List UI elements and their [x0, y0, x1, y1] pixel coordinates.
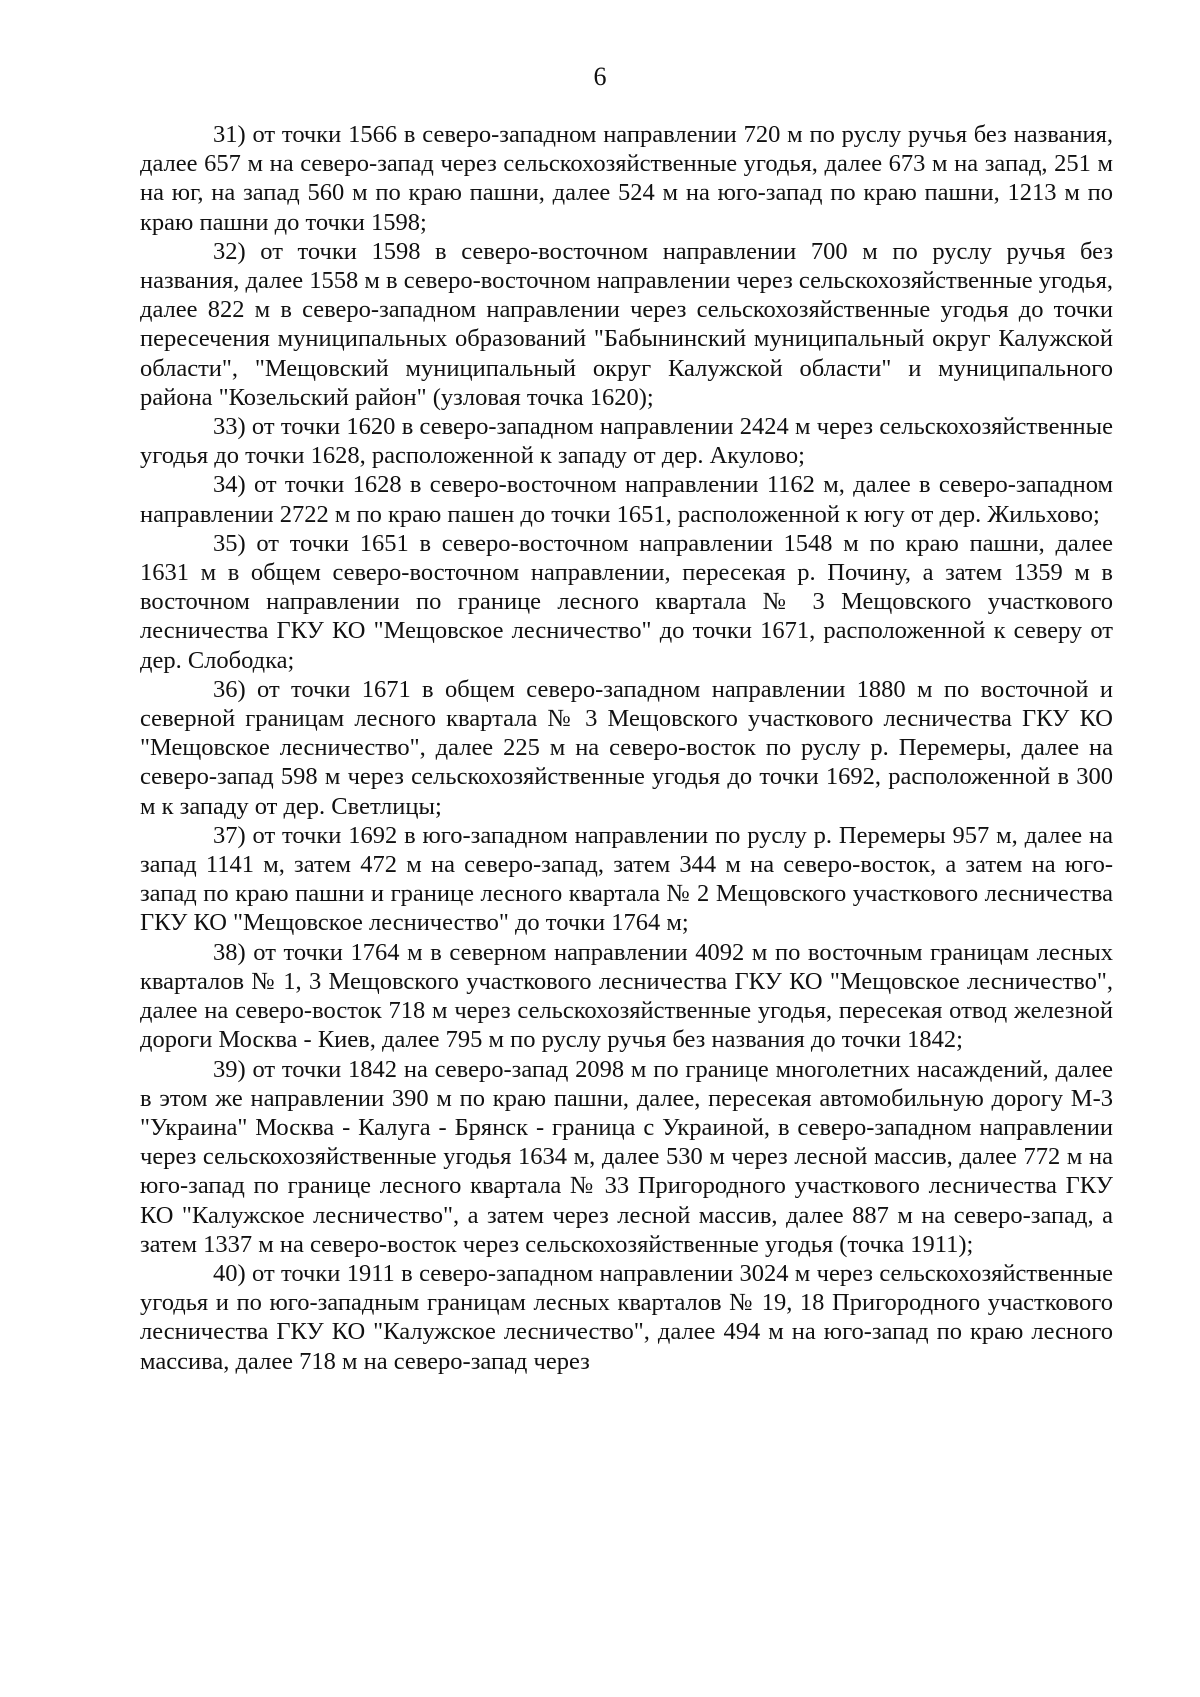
- page-number: 6: [593, 62, 607, 91]
- paragraph-40: 40) от точки 1911 в северо-западном направлении 3024 м через сельскохозяйственные угодья и по юго-западным границам лесных кварталов № 19, 18 Пригородного участкового лесничества ГКУ КО "Калужское лесничество", далее 494 м на юго-запад по краю лесного массива, далее 718 м на северо-запад через: [140, 1259, 1113, 1375]
- paragraph-35: 35) от точки 1651 в северо-восточном направлении 1548 м по краю пашни, далее 1631 м в общем северо-восточном направлении, пересекая р. Почину, а затем 1359 м в восточном направлении по границе лесного квартала № 3 Мещовского участкового лесничества ГКУ КО "Мещовское лесничество" до точки 1671, расположенной к северу от дер. Слободка;: [140, 529, 1113, 674]
- paragraph-31: 31) от точки 1566 в северо-западном направлении 720 м по руслу ручья без названия, далее 657 м на северо-запад через сельскохозяйственные угодья, далее 673 м на запад, 251 м на юг, на запад 560 м по краю пашни, далее 524 м на юго-запад по краю пашни, 1213 м по краю пашни до точки 1598;: [140, 121, 1113, 236]
- paragraph-36: 36) от точки 1671 в общем северо-западном направлении 1880 м по восточной и северной границам лесного квартала № 3 Мещовского участкового лесничества ГКУ КО "Мещовское лесничество", далее 225 м на северо-восток по руслу р. Перемеры, далее на северо-запад 598 м через сельскохозяйственные угодья до точки 1692, расположенной в 300 м к западу от дер. Светлицы;: [140, 675, 1113, 820]
- paragraph-33: 33) от точки 1620 в северо-западном направлении 2424 м через сельскохозяйственные угодья до точки 1628, расположенной к западу от дер. Акулово;: [140, 413, 1113, 470]
- paragraph-34: 34) от точки 1628 в северо-восточном направлении 1162 м, далее в северо-западном направлении 2722 м по краю пашен до точки 1651, расположенной к югу от дер. Жильхово;: [140, 471, 1113, 528]
- document-body: [140, 120, 1113, 1376]
- paragraph-37: 37) от точки 1692 в юго-западном направлении по руслу р. Перемеры 957 м, далее на запад 1141 м, затем 472 м на северо-запад, затем 344 м на северо-восток, а затем на юго-запад по краю пашни и границе лесного квартала № 2 Мещовского участкового лесничества ГКУ КО "Мещовское лесничество" до точки 1764 м;: [140, 821, 1113, 937]
- paragraph-39: 39) от точки 1842 на северо-запад 2098 м по границе многолетних насаждений, далее в этом же направлении 390 м по краю пашни, далее, пересекая автомобильную дорогу М-3 "Украина" Москва - Калуга - Брянск - граница с Украиной, в северо-западном направлении через сельскохозяйственные угодья 1634 м, далее 530 м через лесной массив, далее 772 м на юго-запад по границе лесного квартала № 33 Пригородного участкового лесничества ГКУ КО "Калужское лесничество", а затем через лесной массив, далее 887 м на северо-запад, а затем 1337 м на северо-восток через сельскохозяйственные угодья (точка 1911);: [140, 1055, 1113, 1258]
- paragraph-38: 38) от точки 1764 м в северном направлении 4092 м по восточным границам лесных кварталов № 1, 3 Мещовского участкового лесничества ГКУ КО "Мещовское лесничество", далее на северо-восток 718 м через сельскохозяйственные угодья, пересекая отвод железной дороги Москва - Киев, далее 795 м по руслу ручья без названия до точки 1842;: [140, 938, 1113, 1054]
- paragraph-32: 32) от точки 1598 в северо-восточном направлении 700 м по руслу ручья без названия, далее 1558 м в северо-восточном направлении через сельскохозяйственные угодья, далее 822 м в северо-западном направлении через сельскохозяйственные угодья до точки пересечения муниципальных образований "Бабынинский муниципальный округ Калужской области", "Мещовский муниципальный округ Калужской области" и муниципального района "Козельский район" (узловая точка 1620);: [140, 237, 1113, 411]
